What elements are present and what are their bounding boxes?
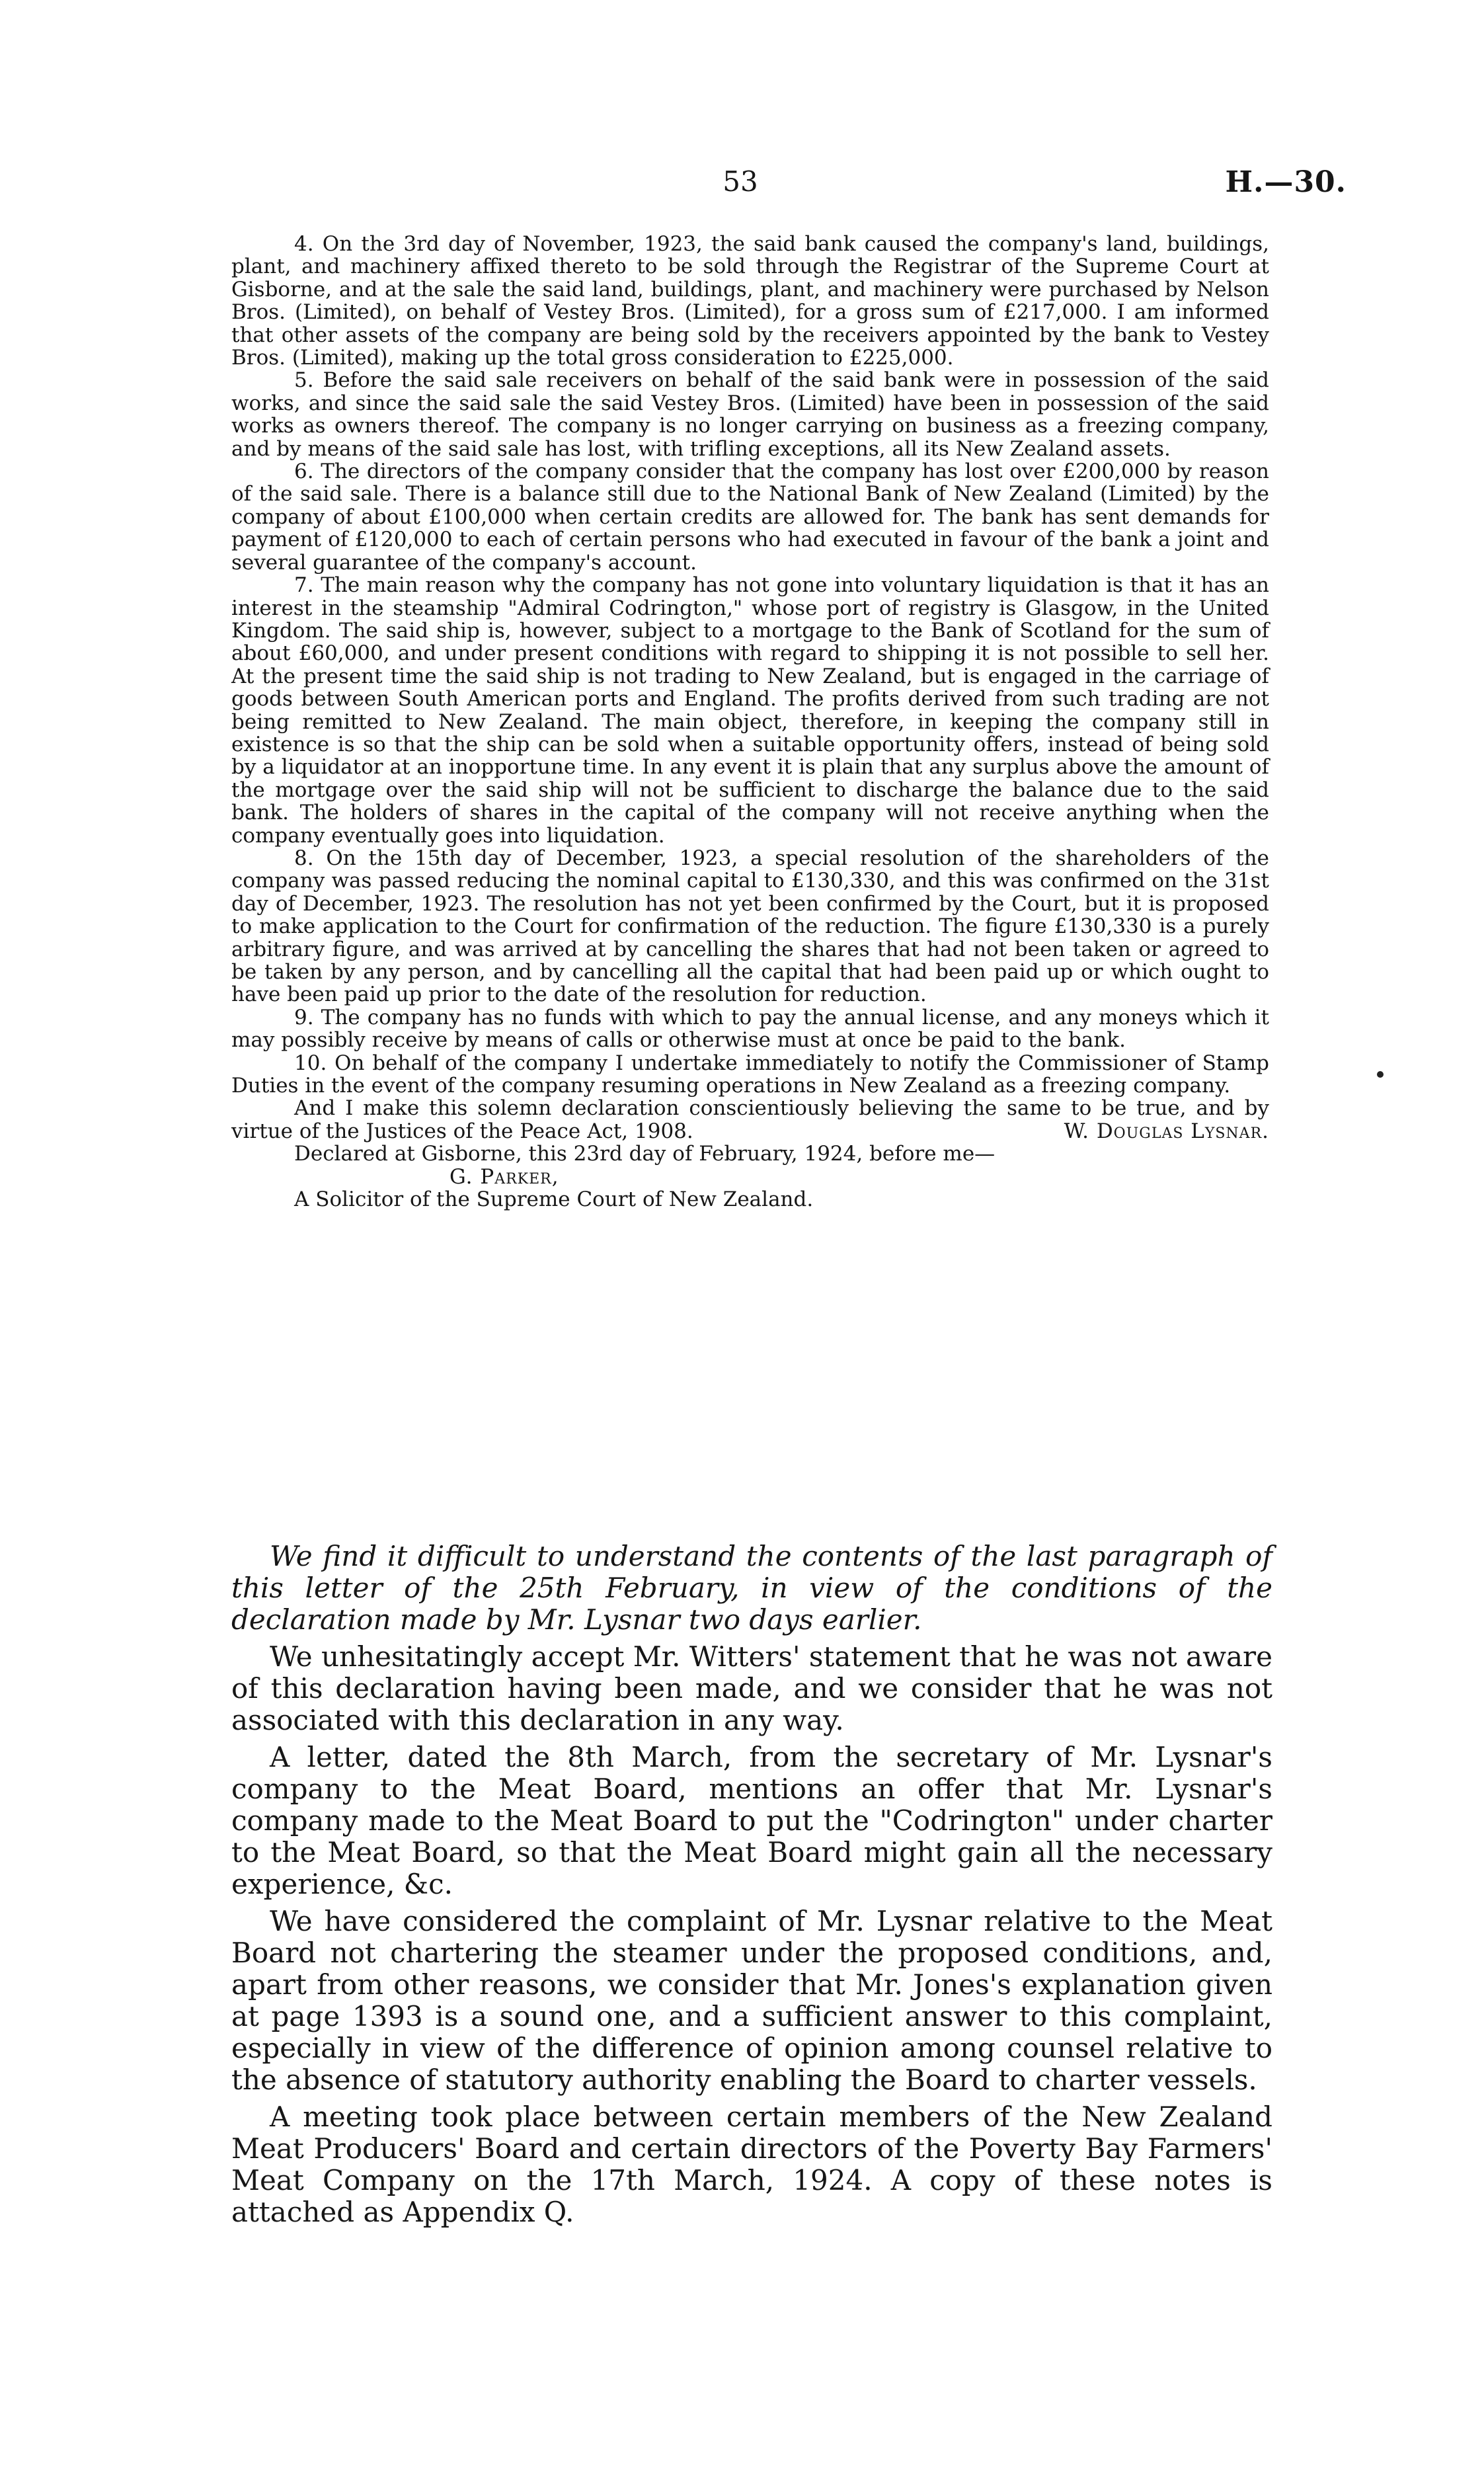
declared-at-line: Declared at Gisborne, this 23rd day of February, 1924, before me— [294, 1142, 996, 1166]
declaration-paragraph-10: 10. On behalf of the company I undertake immediately to notify the Commissioner of Stamp Duties in the event of the company resuming operations in New Zealand as a freezing company. [231, 1051, 1269, 1098]
commentary-intro: We find it difficult to understand the contents of the last paragraph of this letter of the 25th February, in view of the conditions of the declaration made by Mr. Lysnar two days earlier. [231, 1540, 1272, 1636]
declaration-paragraph-7: 7. The main reason why the company has not gone into voluntary liquidation is that it has an interest in the steamship "Admiral Codrington," whose port of registry is Glasgow, in the United Kingdom. The said ship is, however, subject to a mortgage to the Bank of Scotland for the sum of about £60,000, and under present conditions with regard to shipping it is not possible to sell her. At the present time the said ship is not trading to New Zealand, but is engaged in the carriage of goods between South American ports and England. The profits derived from such trading are not being remitted to New Zealand. The main object, therefore, in keeping the company still in existence is so that the ship can be sold when a suitable opportunity offers, instead of being sold by a liquidator at an inopportune time. In any event it is plain that any surplus above the amount of the mortgage over the said ship will not be sufficient to discharge the balance due to the said bank. The holders of shares in the capital of the company will not receive anything when the company eventually goes into liquidation. [231, 573, 1269, 848]
declaration-paragraph-6: 6. The directors of the company consider that the company has lost over £200,000 by reason of the said sale. There is a balance still due to the National Bank of New Zealand (Limited) by the company of about £100,000 when certain credits are allowed for. The bank has sent demands for payment of £120,000 to each of certain persons who had executed in favour of the bank a joint and several guarantee of the company's account. [231, 460, 1269, 575]
commentary-paragraph: A meeting took place between certain members of the New Zealand Meat Producers' Board and certain directors of the Poverty Bay Farmers' Meat Company on the 17th March, 1924. A copy of these notes is attached as Appendix Q. [231, 2101, 1272, 2228]
scan-mark [1377, 1071, 1384, 1078]
witness-name: G. Parker, [449, 1164, 559, 1189]
commission-commentary [231, 1541, 1272, 2233]
signature: W. Douglas Lysnar. [1064, 1119, 1269, 1143]
commentary-paragraph: A letter, dated the 8th March, from the secretary of Mr. Lysnar's company to the Meat Board, mentions an offer that Mr. Lysnar's company made to the Meat Board to put the "Codrington" under charter to the Meat Board, so that the Meat Board might gain all the necessary experience, &c. [231, 1741, 1272, 1900]
document-reference: H.—30. [1225, 165, 1347, 199]
witness-title: A Solicitor of the Supreme Court of New Zealand. [294, 1187, 814, 1212]
commentary-paragraph: We unhesitatingly accept Mr. Witters' statement that he was not aware of this declaration having been made, and we consider that he was not associated with this declaration in any way. [231, 1640, 1272, 1736]
declaration-paragraph-9: 9. The company has no funds with which to pay the annual license, and any moneys which it may possibly receive by means of calls or otherwise must at once be paid to the bank. [231, 1005, 1269, 1053]
page-number: 53 [722, 165, 758, 198]
closing-text: And I make this solemn declaration conscientiously believing the same to be true, and by virtue of the Justices of the Peace Act, 1908. [231, 1096, 1269, 1143]
declaration-paragraph-5: 5. Before the said sale receivers on behalf of the said bank were in possession of the said works, and since the said sale the said Vestey Bros. (Limited) have been in possession of the said works as owners thereof. The company is no longer carrying on business as a freezing company, and by means of the said sale has lost, with trifling exceptions, all its New Zealand assets. [231, 368, 1269, 461]
declaration-paragraph-4: 4. On the 3rd day of November, 1923, the said bank caused the company's land, buildings, plant, and machinery affixed thereto to be sold through the Registrar of the Supreme Court at Gisborne, and at the sale the said land, buildings, plant, and machinery were purchased by Nelson Bros. (Limited), on behalf of Vestey Bros. (Limited), for a gross sum of £217,000. I am informed that other assets of the company are being sold by the receivers appointed by the bank to Vestey Bros. (Limited), making up the total gross consideration to £225,000. [231, 232, 1269, 370]
statutory-declaration [231, 233, 1269, 1211]
declaration-closing [231, 1097, 1269, 1143]
commentary-paragraph: We have considered the complaint of Mr. Lysnar relative to the Meat Board not chartering the steamer under the proposed conditions, and, apart from other reasons, we consider that Mr. Jones's explanation given at page 1393 is a sound one, and a sufficient answer to this complaint, especially in view of the difference of opinion among counsel relative to the absence of statutory authority enabling the Board to charter vessels. [231, 1905, 1272, 2096]
declaration-paragraph-8: 8. On the 15th day of December, 1923, a special resolution of the shareholders of the company was passed reducing the nominal capital to £130,330, and this was confirmed on the 31st day of December, 1923. The resolution has not yet been confirmed by the Court, but it is proposed to make application to the Court for confirmation of the reduction. The figure £130,330 is a purely arbitrary figure, and was arrived at by cancelling the shares that had not been taken or agreed to be taken by any person, and by cancelling all the capital that had been paid up or which ought to have been paid up prior to the date of the resolution for reduction. [231, 846, 1269, 1007]
